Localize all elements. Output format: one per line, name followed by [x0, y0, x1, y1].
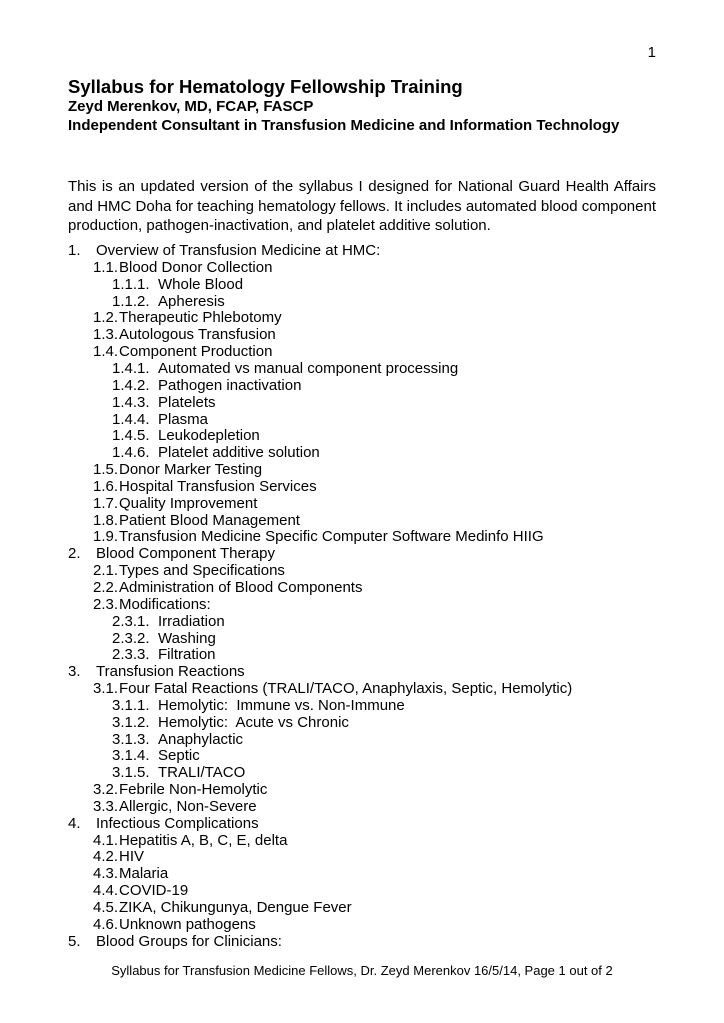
page-title: Syllabus for Hematology Fellowship Training: [68, 76, 463, 97]
outline-number: 1.4.4.: [112, 410, 150, 428]
outline-item: [68, 748, 656, 765]
author-line: Zeyd Merenkov, MD, FCAP, FASCP: [68, 98, 314, 115]
outline-text: Leukodepletion: [158, 427, 260, 445]
outline-number: 3.1.5.: [112, 764, 150, 782]
outline-item: [68, 479, 656, 496]
outline-number: 2.3.3.: [112, 646, 150, 664]
outline-item: [68, 664, 656, 681]
outline-text: Anaphylactic: [158, 730, 244, 748]
outline-text: Blood Component Therapy: [96, 545, 276, 563]
outline-number: 3.: [68, 663, 81, 681]
outline-number: 2.3.1.: [112, 612, 150, 630]
outline-number: 4.: [68, 814, 81, 832]
outline-number: 1.9.: [93, 528, 119, 546]
outline-item: [68, 647, 656, 664]
outline-item: [68, 833, 656, 850]
syllabus-outline: [68, 243, 656, 950]
outline-text: Hemolytic: Acute vs Chronic: [158, 713, 349, 731]
outline-item: [68, 765, 656, 782]
outline-item: [68, 310, 656, 327]
outline-item: [68, 378, 656, 395]
outline-item: [68, 294, 656, 311]
outline-item: [68, 698, 656, 715]
outline-item: [68, 513, 656, 530]
outline-item: [68, 580, 656, 597]
outline-text: Automated vs manual component processing: [158, 360, 459, 378]
page-footer: Syllabus for Transfusion Medicine Fellows, Dr. Zeyd Merenkov 16/5/14, Page 1 out of 2: [111, 963, 613, 978]
outline-number: 3.1.1.: [112, 696, 150, 714]
outline-item: [68, 563, 656, 580]
outline-text: Pathogen inactivation: [158, 376, 302, 394]
outline-item: [68, 866, 656, 883]
outline-text: Hospital Transfusion Services: [119, 477, 317, 495]
outline-text: Platelets: [158, 393, 216, 411]
outline-text: Apheresis: [158, 292, 225, 310]
outline-number: 1.2.: [93, 309, 119, 327]
outline-number: 1.7.: [93, 494, 119, 512]
outline-item: [68, 445, 656, 462]
outline-item: [68, 361, 656, 378]
outline-number: 1.3.: [93, 326, 119, 344]
outline-item: [68, 327, 656, 344]
outline-text: Malaria: [119, 865, 169, 883]
outline-number: 1.4.2.: [112, 376, 150, 394]
outline-number: 1.4.: [93, 343, 119, 361]
outline-number: 2.3.2.: [112, 629, 150, 647]
outline-item: [68, 614, 656, 631]
outline-text: TRALI/TACO: [158, 764, 246, 782]
outline-text: Autologous Transfusion: [119, 326, 276, 344]
outline-text: Hemolytic: Immune vs. Non-Immune: [158, 696, 405, 714]
outline-number: 4.2.: [93, 848, 119, 866]
outline-text: Overview of Transfusion Medicine at HMC:: [96, 242, 381, 260]
outline-item: [68, 917, 656, 934]
outline-item: [68, 597, 656, 614]
outline-text: Transfusion Reactions: [96, 663, 245, 681]
outline-number: 1.4.3.: [112, 393, 150, 411]
outline-item: [68, 412, 656, 429]
outline-item: [68, 799, 656, 816]
outline-number: 1.4.1.: [112, 360, 150, 378]
outline-item: [68, 883, 656, 900]
outline-number: 1.4.5.: [112, 427, 150, 445]
outline-number: 3.1.4.: [112, 747, 150, 765]
outline-text: Whole Blood: [158, 275, 244, 293]
outline-number: 1.4.6.: [112, 444, 150, 462]
outline-text: HIV: [119, 848, 145, 866]
outline-item: [68, 715, 656, 732]
outline-text: Infectious Complications: [96, 814, 259, 832]
outline-item: [68, 900, 656, 917]
outline-number: 3.2.: [93, 781, 119, 799]
outline-number: 2.2.: [93, 578, 119, 596]
outline-item: [68, 277, 656, 294]
role-line: Independent Consultant in Transfusion Medicine and Information Technology: [68, 116, 620, 134]
intro-paragraph: This is an updated version of the syllabus I designed for National Guard Health Affairs and HMC Doha for teaching hematology fellows. It includes automated blood component production, pathogen-inactivation, and platelet additive solution.: [68, 178, 656, 235]
outline-text: Types and Specifications: [119, 562, 285, 580]
outline-number: 1.1.2.: [112, 292, 150, 310]
outline-text: Blood Groups for Clinicians:: [96, 932, 282, 950]
outline-item: [68, 344, 656, 361]
outline-number: 4.1.: [93, 831, 119, 849]
outline-item: [68, 243, 656, 260]
outline-text: Administration of Blood Components: [119, 578, 363, 596]
outline-text: Blood Donor Collection: [119, 258, 273, 276]
outline-text: Irradiation: [158, 612, 225, 630]
outline-number: 2.1.: [93, 562, 119, 580]
outline-text: Unknown pathogens: [119, 915, 256, 933]
outline-item: [68, 934, 656, 951]
outline-number: 3.1.: [93, 680, 119, 698]
outline-number: 3.1.2.: [112, 713, 150, 731]
outline-number: 1.1.1.: [112, 275, 150, 293]
outline-text: Patient Blood Management: [119, 511, 300, 529]
outline-text: Quality Improvement: [119, 494, 258, 512]
outline-text: Transfusion Medicine Specific Computer Software Medinfo HIIG: [119, 528, 544, 546]
outline-number: 1.: [68, 242, 81, 260]
outline-text: Hepatitis A, B, C, E, delta: [119, 831, 288, 849]
outline-number: 5.: [68, 932, 81, 950]
outline-item: [68, 631, 656, 648]
outline-text: Febrile Non-Hemolytic: [119, 781, 268, 799]
outline-text: Donor Marker Testing: [119, 461, 263, 479]
outline-text: Plasma: [158, 410, 209, 428]
outline-text: Four Fatal Reactions (TRALI/TACO, Anaphylaxis, Septic, Hemolytic): [119, 680, 573, 698]
outline-item: [68, 782, 656, 799]
outline-text: Platelet additive solution: [158, 444, 320, 462]
outline-item: [68, 462, 656, 479]
outline-number: 4.3.: [93, 865, 119, 883]
outline-item: [68, 395, 656, 412]
outline-number: 3.1.3.: [112, 730, 150, 748]
outline-number: 1.1.: [93, 258, 119, 276]
outline-item: [68, 546, 656, 563]
outline-number: 3.3.: [93, 797, 119, 815]
outline-text: Allergic, Non-Severe: [119, 797, 257, 815]
outline-number: 4.4.: [93, 882, 119, 900]
page-number: 1: [647, 44, 656, 61]
outline-number: 1.5.: [93, 461, 119, 479]
outline-item: [68, 496, 656, 513]
outline-item: [68, 529, 656, 546]
outline-text: Therapeutic Phlebotomy: [119, 309, 282, 327]
outline-number: 4.6.: [93, 915, 119, 933]
outline-item: [68, 681, 656, 698]
outline-number: 2.3.: [93, 595, 119, 613]
outline-number: 1.6.: [93, 477, 119, 495]
outline-number: 2.: [68, 545, 81, 563]
outline-text: Septic: [158, 747, 200, 765]
outline-text: ZIKA, Chikungunya, Dengue Fever: [119, 899, 352, 917]
outline-item: [68, 816, 656, 833]
outline-item: [68, 732, 656, 749]
outline-item: [68, 428, 656, 445]
outline-number: 4.5.: [93, 899, 119, 917]
outline-text: Washing: [158, 629, 216, 647]
outline-item: [68, 260, 656, 277]
outline-text: Component Production: [119, 343, 273, 361]
outline-number: 1.8.: [93, 511, 119, 529]
outline-text: Modifications:: [119, 595, 211, 613]
outline-item: [68, 849, 656, 866]
outline-text: COVID-19: [119, 882, 189, 900]
outline-text: Filtration: [158, 646, 216, 664]
